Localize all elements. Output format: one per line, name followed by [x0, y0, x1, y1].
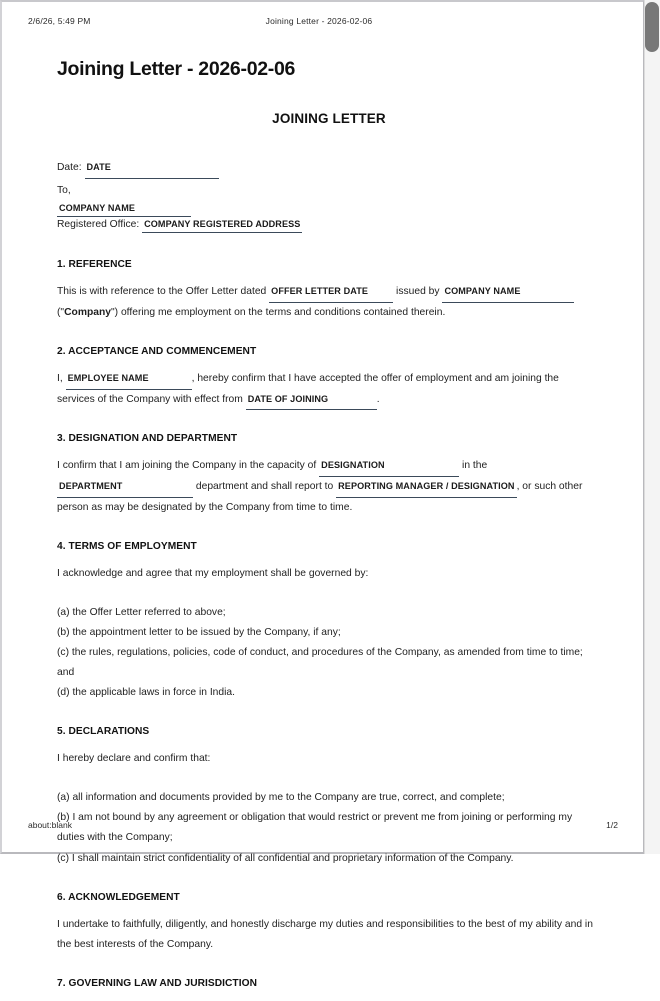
section-heading-reference: 1. REFERENCE [57, 258, 132, 270]
company-name-line [57, 201, 601, 217]
registered-office-line [57, 217, 601, 233]
print-footer [2, 820, 636, 834]
section-heading-acknowledgement: 6. ACKNOWLEDGEMENT [57, 891, 180, 903]
designation-text-b: in the [462, 460, 488, 472]
date-field[interactable]: DATE [85, 159, 219, 179]
designation-paragraph-line3: person as may be designated by the Company from time to time. [57, 501, 353, 513]
to-label: To, [57, 184, 71, 196]
acceptance-paragraph-line2 [57, 390, 601, 411]
acceptance-text-a: I, [57, 372, 63, 384]
date-line [57, 158, 601, 179]
section-heading-terms: 4. TERMS OF EMPLOYMENT [57, 540, 197, 552]
print-footer-page-number: 1/2 [606, 820, 618, 830]
page-title: Joining Letter - 2026-02-06 [57, 58, 296, 80]
acceptance-text-b: , hereby confirm that I have accepted the offer of employment and am joining the [191, 372, 559, 384]
declarations-item-b-cont: duties with the Company; [57, 832, 173, 844]
acknowledgement-line2: the best interests of the Company. [57, 938, 214, 950]
designation-text-c: department and shall report to [195, 480, 334, 492]
reference-text-c-pre: (" [57, 306, 65, 318]
employee-name-field[interactable]: EMPLOYEE NAME [66, 370, 192, 390]
reference-text-a: This is with reference to the Offer Letter dated [57, 285, 267, 297]
date-of-joining-field[interactable]: DATE OF JOINING [246, 391, 377, 411]
declarations-intro: I hereby declare and confirm that: [57, 753, 211, 765]
section-heading-governing-law: 7. GOVERNING LAW AND JURISDICTION [57, 977, 257, 989]
print-header-title: Joining Letter - 2026-02-06 [265, 16, 373, 26]
date-label: Date: [57, 162, 82, 173]
terms-item-c: (c) the rules, regulations, policies, code of conduct, and procedures of the Company, as amended from time to time; and [57, 646, 583, 679]
print-footer-url: about:blank [28, 820, 72, 830]
to-line [57, 181, 601, 201]
terms-intro: I acknowledge and agree that my employment shall be governed by: [57, 567, 369, 579]
document-body [57, 58, 601, 1001]
terms-spacer [57, 595, 601, 603]
terms-item-b: (b) the appointment letter to be issued by the Company, if any; [57, 626, 341, 638]
acceptance-paragraph-line1 [57, 369, 601, 390]
acknowledgement-line1: I undertake to faithfully, diligently, and honestly discharge my duties and responsibilities to the best of my ability and in [57, 918, 593, 930]
acceptance-text-d: . [376, 393, 380, 405]
declarations-spacer [57, 780, 601, 788]
reference-text-c-post: ") offering me employment on the terms and conditions contained therein. [111, 306, 446, 318]
reference-text-b: issued by [396, 285, 440, 297]
reference-company-name-field[interactable]: COMPANY NAME [442, 283, 574, 303]
acceptance-text-c: services of the Company with effect from [57, 393, 243, 405]
designation-paragraph-line2 [57, 477, 601, 498]
designation-text-a: I confirm that I am joining the Company in the capacity of [57, 460, 317, 472]
designation-field[interactable]: DESIGNATION [319, 457, 459, 477]
section-heading-designation: 3. DESIGNATION AND DEPARTMENT [57, 433, 238, 445]
designation-text-d: , or such other [516, 480, 583, 492]
department-field[interactable]: DEPARTMENT [57, 478, 193, 498]
section-heading-acceptance: 2. ACCEPTANCE AND COMMENCEMENT [57, 345, 257, 357]
declarations-item-c: (c) I shall maintain strict confidentiality of all confidential and proprietary information of the Company. [57, 852, 514, 864]
registered-office-label: Registered Office: [57, 218, 140, 230]
reporting-manager-field[interactable]: REPORTING MANAGER / DESIGNATION [336, 478, 516, 498]
reference-company-bold: Company [64, 306, 112, 318]
vertical-scrollbar[interactable] [644, 0, 660, 854]
terms-item-d: (d) the applicable laws in force in India. [57, 687, 236, 699]
declarations-item-b: (b) I am not bound by any agreement or obligation that would restrict or prevent me from joining or performing my [57, 812, 573, 824]
reference-paragraph-line2 [57, 303, 601, 323]
reference-paragraph-line1 [57, 282, 601, 303]
offer-letter-date-field[interactable]: OFFER LETTER DATE [269, 283, 393, 303]
designation-paragraph-line1 [57, 456, 601, 477]
letter-heading: JOINING LETTER [272, 111, 386, 126]
declarations-item-a: (a) all information and documents provided by me to the Company are true, correct, and complete; [57, 792, 505, 804]
print-header [2, 16, 636, 30]
terms-item-a: (a) the Offer Letter referred to above; [57, 606, 226, 618]
print-header-timestamp: 2/6/26, 5:49 PM [28, 16, 91, 26]
section-heading-declarations: 5. DECLARATIONS [57, 726, 150, 738]
vertical-scrollbar-thumb[interactable] [645, 2, 659, 52]
registered-office-field[interactable]: COMPANY REGISTERED ADDRESS [142, 217, 302, 233]
company-name-field[interactable]: COMPANY NAME [57, 201, 191, 217]
